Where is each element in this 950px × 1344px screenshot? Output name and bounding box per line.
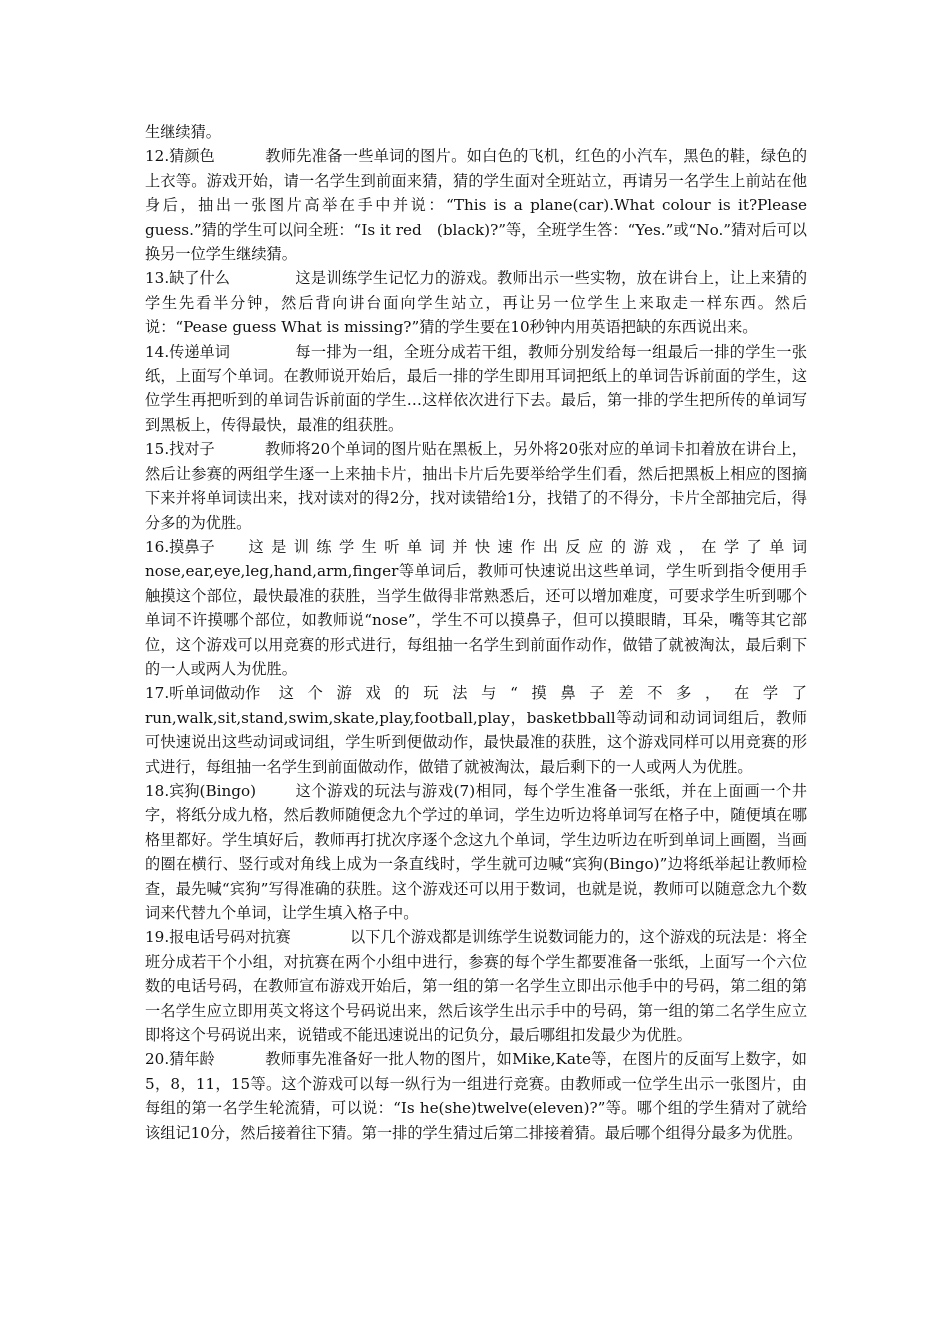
game-item-14	[145, 340, 807, 438]
game-description-16: 这是训练学生听单词并快速作出反应的游戏，在学了单词nose,ear,eye,leg,hand,arm,finger等单词后，教师可快速说出这些单词，学生听到指令便用手触摸这个部位，最快最准的获胜，当学生做得非常熟悉后，还可以增加难度，可要求学生听到哪个单词不许摸哪个部位，如教师说“nose”，学生不可以摸鼻子，但可以摸眼睛，耳朵，嘴等其它部位，这个游戏可以用竞赛的形式进行，每组抽一名学生到前面作动作，做错了就被淘汰，最后剩下的一人或两人为优胜。	[145, 537, 807, 678]
game-title-13: 13.缺了什么	[145, 269, 230, 288]
game-item-17	[145, 681, 807, 779]
game-description-15: 教师将20个单词的图片贴在黑板上，另外将20张对应的单词卡扣着放在讲台上，然后让参赛的两组学生逐一上来抽卡片，抽出卡片后先要举给学生们看，然后把黑板上相应的图摘下来并将单词读出来，找对读对的得2分，找对读错给1分，找错了的不得分，卡片全部抽完后，得分多的为优胜。	[145, 440, 807, 532]
game-description-12: 教师先准备一些单词的图片。如白色的飞机，红色的小汽车，黑色的鞋，绿色的上衣等。游戏开始，请一名学生到前面来猜，猜的学生面对全班站立，再请另一名学生上前站在他身后，抽出一张图片高举在手中并说：“This is a plane(car).What colour is it?Please guess.”猜的学生可以问全班：“Is it red (black)?”等，全班学生答：“Yes.”或“No.”猜对后可以换另一位学生继续猜。	[145, 147, 807, 264]
game-description-18: 这个游戏的玩法与游戏(7)相同，每个学生准备一张纸，并在上面画一个井字，将纸分成九格，然后教师随便念九个学过的单词，学生边听边将单词写在格子中，随便填在哪格里都好。学生填好后，教师再打扰次序逐个念这九个单词，学生边听边在听到单词上画圈，当画的圈在横行、竖行或对角线上成为一条直线时，学生就可边喊“宾狗(Bingo)”边将纸举起让教师检查，最先喊“宾狗”写得准确的获胜。这个游戏还可以用于数词，也就是说，教师可以随意念九个数词来代替九个单词，让学生填入格子中。	[145, 781, 807, 922]
game-item-12	[145, 144, 807, 266]
game-item-16	[145, 535, 807, 681]
game-title-20: 20.猜年龄	[145, 1050, 215, 1069]
game-item-19	[145, 925, 807, 1047]
game-description-19: 以下几个游戏都是训练学生说数词能力的，这个游戏的玩法是：将全班分成若干个小组，对抗赛在两个小组中进行，参赛的每个学生都要准备一张纸，上面写一个六位数的电话号码，在教师宣布游戏开始后，第一组的第一名学生立即出示他手中的号码，第二组的第一名学生应立即用英文将这个号码说出来，然后该学生出示手中的号码，第一组的第二名学生应立即将这个号码说出来，说错或不能迅速说出的记负分，最后哪组扣发最少为优胜。	[145, 928, 807, 1045]
game-title-18: 18.宾狗(Bingo)	[145, 781, 257, 800]
continuation-paragraph: 生继续猜。	[145, 123, 221, 141]
game-item-13	[145, 266, 807, 339]
document-body	[145, 120, 807, 1145]
game-description-13: 这是训练学生记忆力的游戏。教师出示一些实物，放在讲台上，让上来猜的学生先看半分钟，然后背向讲台面向学生站立，再让另一位学生上来取走一样东西。然后说：“Pease guess What is missing?”猜的学生要在10秒钟内用英语把缺的东西说出来。	[145, 269, 807, 337]
game-title-16: 16.摸鼻子	[145, 537, 215, 556]
game-title-19: 19.报电话号码对抗赛	[145, 928, 291, 947]
game-title-15: 15.找对子	[145, 440, 215, 459]
game-item-15	[145, 437, 807, 535]
game-description-20: 教师事先准备好一批人物的图片，如Mike,Kate等，在图片的反面写上数字，如5，8，11，15等。这个游戏可以每一纵行为一组进行竞赛。由教师或一位学生出示一张图片，由每组的第一名学生轮流猜，可以说：“Is he(she)twelve(eleven)?”等。哪个组的学生猜对了就给该组记10分，然后接着往下猜。第一排的学生猜过后第二排接着猜。最后哪个组得分最多为优胜。	[145, 1050, 807, 1142]
game-title-12: 12.猜颜色	[145, 147, 215, 166]
game-title-17: 17.听单词做动作	[145, 684, 261, 703]
game-title-14: 14.传递单词	[145, 342, 230, 361]
game-item-18	[145, 779, 807, 925]
game-description-14: 每一排为一组，全班分成若干组，教师分别发给每一组最后一排的学生一张纸，上面写个单词。在教师说开始后，最后一排的学生即用耳词把纸上的单词告诉前面的学生，这位学生再把听到的单词告诉前面的学生…这样依次进行下去。最后，第一排的学生把所传的单词写到黑板上，传得最快，最准的组获胜。	[145, 342, 807, 434]
game-item-20	[145, 1047, 807, 1145]
game-description-17: 这个游戏的玩法与“摸鼻子差不多，在学了run,walk,sit,stand,swim,skate,play,football,play，basketbball等动词和动词词组后，教师可快速说出这些动词或词组，学生听到便做动作，最快最准的获胜，这个游戏同样可以用竞赛的形式进行，每组抽一名学生到前面做动作，做错了就被淘汰，最后剩下的一人或两人为优胜。	[145, 684, 807, 776]
